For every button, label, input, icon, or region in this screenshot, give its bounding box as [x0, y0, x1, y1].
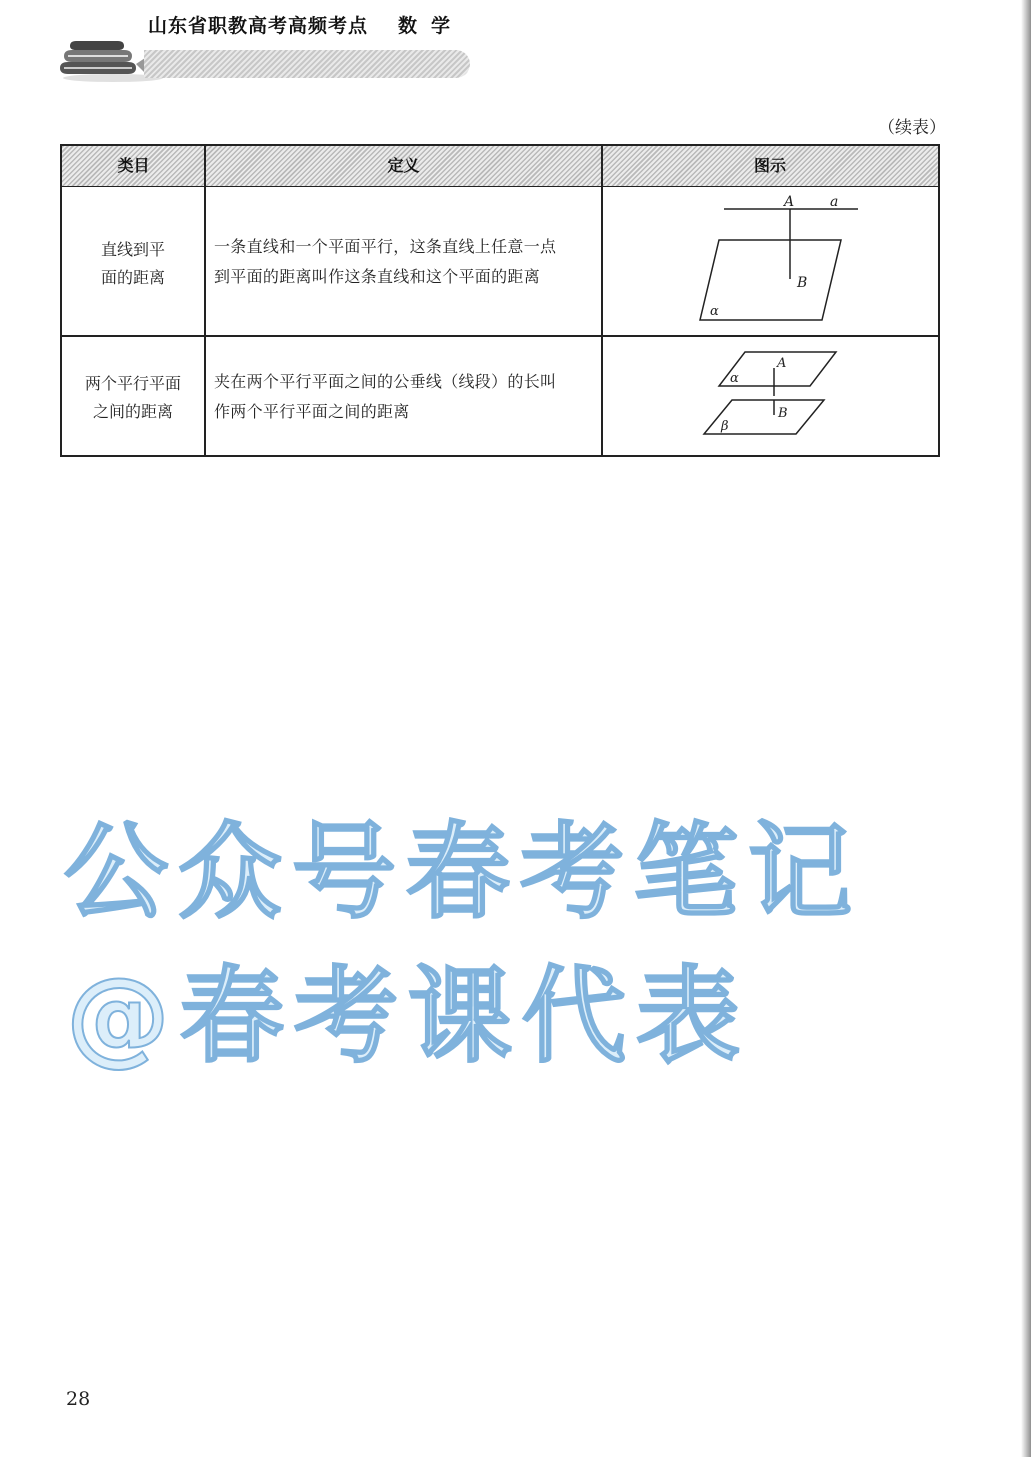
continued-label: （续表）	[878, 118, 946, 138]
column-divider	[204, 146, 206, 455]
label-A: A	[777, 356, 787, 371]
row2-category-line2: 之间的距离	[92, 402, 173, 421]
row1-category	[62, 236, 204, 292]
label-a: a	[830, 194, 839, 210]
banner-title: 山东省职教高考高频考点	[148, 15, 369, 37]
row2-definition	[214, 367, 598, 427]
row2-category-line1: 两个平行平面	[84, 374, 181, 393]
row1-category-line2: 面的距离	[100, 268, 165, 287]
row1-definition	[214, 232, 598, 292]
parallel-planes-distance-diagram	[602, 337, 938, 455]
label-alpha: α	[730, 371, 739, 386]
table-header-row	[62, 146, 938, 187]
watermark-line2: @春考课代表	[66, 955, 751, 1077]
plane-alpha	[700, 240, 841, 320]
scan-edge-shadow	[1021, 0, 1031, 1457]
row2-category	[62, 370, 204, 426]
label-beta: β	[721, 419, 729, 434]
header-definition: 定义	[387, 156, 420, 175]
row1-category-line1: 直线到平	[100, 240, 165, 259]
header-banner	[58, 38, 470, 82]
row2-definition-line1: 夹在两个平行平面之间的公垂线（线段）的长叫	[214, 372, 557, 391]
row1-definition-line2: 到平面的距离叫作这条直线和这个平面的距离	[214, 267, 541, 286]
page-number: 28	[66, 1388, 91, 1410]
line-plane-distance-diagram	[602, 186, 938, 335]
label-A: A	[784, 194, 795, 210]
watermark-line1: 公众号春考笔记	[64, 811, 863, 933]
label-alpha: α	[710, 304, 719, 319]
header-diagram: 图示	[753, 156, 786, 175]
distance-table	[60, 144, 940, 457]
banner-subject: 数学	[398, 15, 465, 37]
banner-bar	[144, 50, 470, 78]
header-category: 类目	[117, 156, 150, 175]
row1-definition-line1: 一条直线和一个平面平行，这条直线上任意一点	[214, 237, 557, 256]
label-B: B	[797, 275, 808, 291]
row2-definition-line2: 作两个平行平面之间的距离	[214, 402, 410, 421]
label-B: B	[778, 406, 788, 421]
